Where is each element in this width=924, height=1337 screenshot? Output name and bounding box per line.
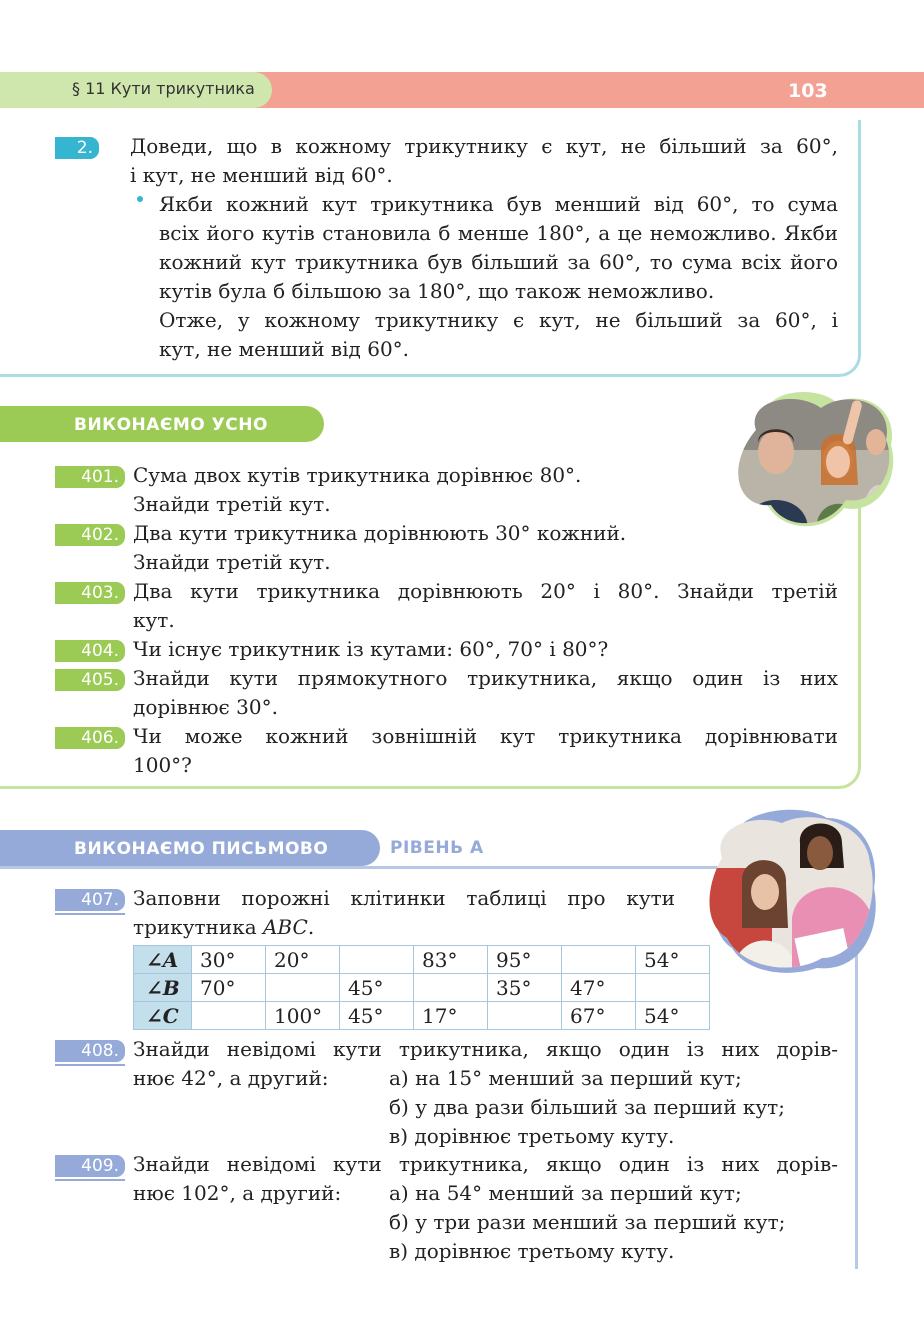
problem-number-badge: 404. (55, 640, 125, 662)
triangle-name: ABC (262, 915, 308, 939)
problem-text-line: нює 102°, а другий: (133, 1181, 342, 1205)
table-cell: 45° (340, 974, 414, 1002)
written-frame-top (0, 866, 380, 869)
table-cell: 20° (266, 946, 340, 974)
students-photo (726, 390, 896, 530)
table-cell: 35° (488, 974, 562, 1002)
option-line: б) у два рази більший за перший кут; (389, 1095, 785, 1119)
problem-text-line: Знайди третій кут. (133, 492, 331, 516)
option-line: а) на 54° менший за перший кут; (389, 1181, 742, 1205)
problem-text-line: Заповни порожні клітинки таблиці про кути (133, 886, 675, 910)
problem-text-line: Чи існує трикутник із кутами: 60°, 70° і 80°? (133, 637, 609, 661)
problem-text-line: трикутника ABC. (133, 915, 315, 939)
table-cell: 95° (488, 946, 562, 974)
solution-bullet-icon (137, 196, 143, 202)
problem-number-badge: 405. (55, 669, 125, 691)
example-number-badge: 2. (55, 137, 99, 159)
problem-text-line: кут. (133, 608, 175, 632)
table-cell (636, 974, 710, 1002)
problem-number-badge: 408. (55, 1040, 125, 1062)
problem-text-line: Знайди невідомі кути трикутника, якщо один із них дорів- (133, 1152, 838, 1176)
problem-number-badge: 406. (55, 727, 125, 749)
page-number: 103 (788, 80, 828, 102)
problem-text-line: Два кути трикутника дорівнюють 30° кожний. (133, 521, 627, 545)
solution-line: кут, не менший від 60°. (159, 337, 410, 361)
table-cell: 47° (562, 974, 636, 1002)
table-cell (562, 946, 636, 974)
table-cell (414, 974, 488, 1002)
table-cell: 83° (414, 946, 488, 974)
table-cell: 100° (266, 1002, 340, 1030)
problem-text-line: нює 42°, а другий: (133, 1066, 329, 1090)
badge-underline (55, 1179, 125, 1181)
row-header: ∠C (134, 1002, 192, 1030)
angles-table (133, 945, 710, 1030)
problem-number-badge: 409. (55, 1155, 125, 1177)
solution-line: кожний кут трикутника був більший за 60°, то сума всіх його (159, 250, 838, 274)
problem-text-line: дорівнює 30°. (133, 695, 278, 719)
problem-text-line: Знайди невідомі кути трикутника, якщо один із них дорів- (133, 1037, 838, 1061)
solution-line: всіх його кутів становила б менше 180°, а це неможливо. Якби (159, 221, 838, 245)
problem-text-line: Два кути трикутника дорівнюють 20° і 80°. Знайди третій (133, 579, 838, 603)
option-line: б) у три рази менший за перший кут; (389, 1210, 786, 1234)
option-line: в) дорівнює третьому куту. (389, 1239, 675, 1263)
badge-underline (55, 1064, 125, 1066)
option-line: а) на 15° менший за перший кут; (389, 1066, 742, 1090)
solution-line: Отже, у кожному трикутнику є кут, не більший за 60°, і (159, 308, 838, 332)
row-header: ∠B (134, 974, 192, 1002)
row-header: ∠A (134, 946, 192, 974)
table-cell (340, 946, 414, 974)
problem-number-badge: 407. (55, 889, 125, 911)
table-cell: 54° (636, 946, 710, 974)
table-row (134, 946, 710, 974)
problem-number-badge: 401. (55, 466, 125, 488)
section-title: § 11 Кути трикутника (72, 79, 255, 98)
problem-text-line: Чи може кожний зовнішній кут трикутника дорівнювати (133, 724, 838, 748)
badge-underline (55, 913, 125, 915)
solution-line: Якби кожний кут трикутника був менший від 60°, то сума (159, 192, 838, 216)
example-problem-line: і кут, не менший від 60°. (130, 163, 393, 187)
problem-number-badge: 403. (55, 582, 125, 604)
table-cell: 67° (562, 1002, 636, 1030)
level-label: РІВЕНЬ А (390, 838, 484, 858)
problem-text-line: 100°? (133, 753, 192, 777)
solution-line: кутів була б більшою за 180°, що також неможливо. (159, 279, 715, 303)
problem-text-line: Сума двох кутів трикутника дорівнює 80°. (133, 463, 582, 487)
teacher-student-photo (702, 808, 882, 978)
table-cell: 17° (414, 1002, 488, 1030)
table-cell: 54° (636, 1002, 710, 1030)
table-cell (488, 1002, 562, 1030)
written-section-title: ВИКОНАЄМО ПИСЬМОВО (0, 830, 380, 866)
table-cell (192, 1002, 266, 1030)
problem-text-line: Знайди кути прямокутного трикутника, якщо один із них (133, 666, 838, 690)
example-problem-line: Доведи, що в кожному трикутнику є кут, не більший за 60°, (130, 134, 838, 158)
table-cell: 30° (192, 946, 266, 974)
table-row (134, 1002, 710, 1030)
table-cell: 45° (340, 1002, 414, 1030)
problem-text-line: Знайди третій кут. (133, 550, 331, 574)
table-cell: 70° (192, 974, 266, 1002)
oral-section-title: ВИКОНАЄМО УСНО (0, 406, 324, 442)
table-row (134, 974, 710, 1002)
problem-number-badge: 402. (55, 524, 125, 546)
table-cell (266, 974, 340, 1002)
option-line: в) дорівнює третьому куту. (389, 1124, 675, 1148)
